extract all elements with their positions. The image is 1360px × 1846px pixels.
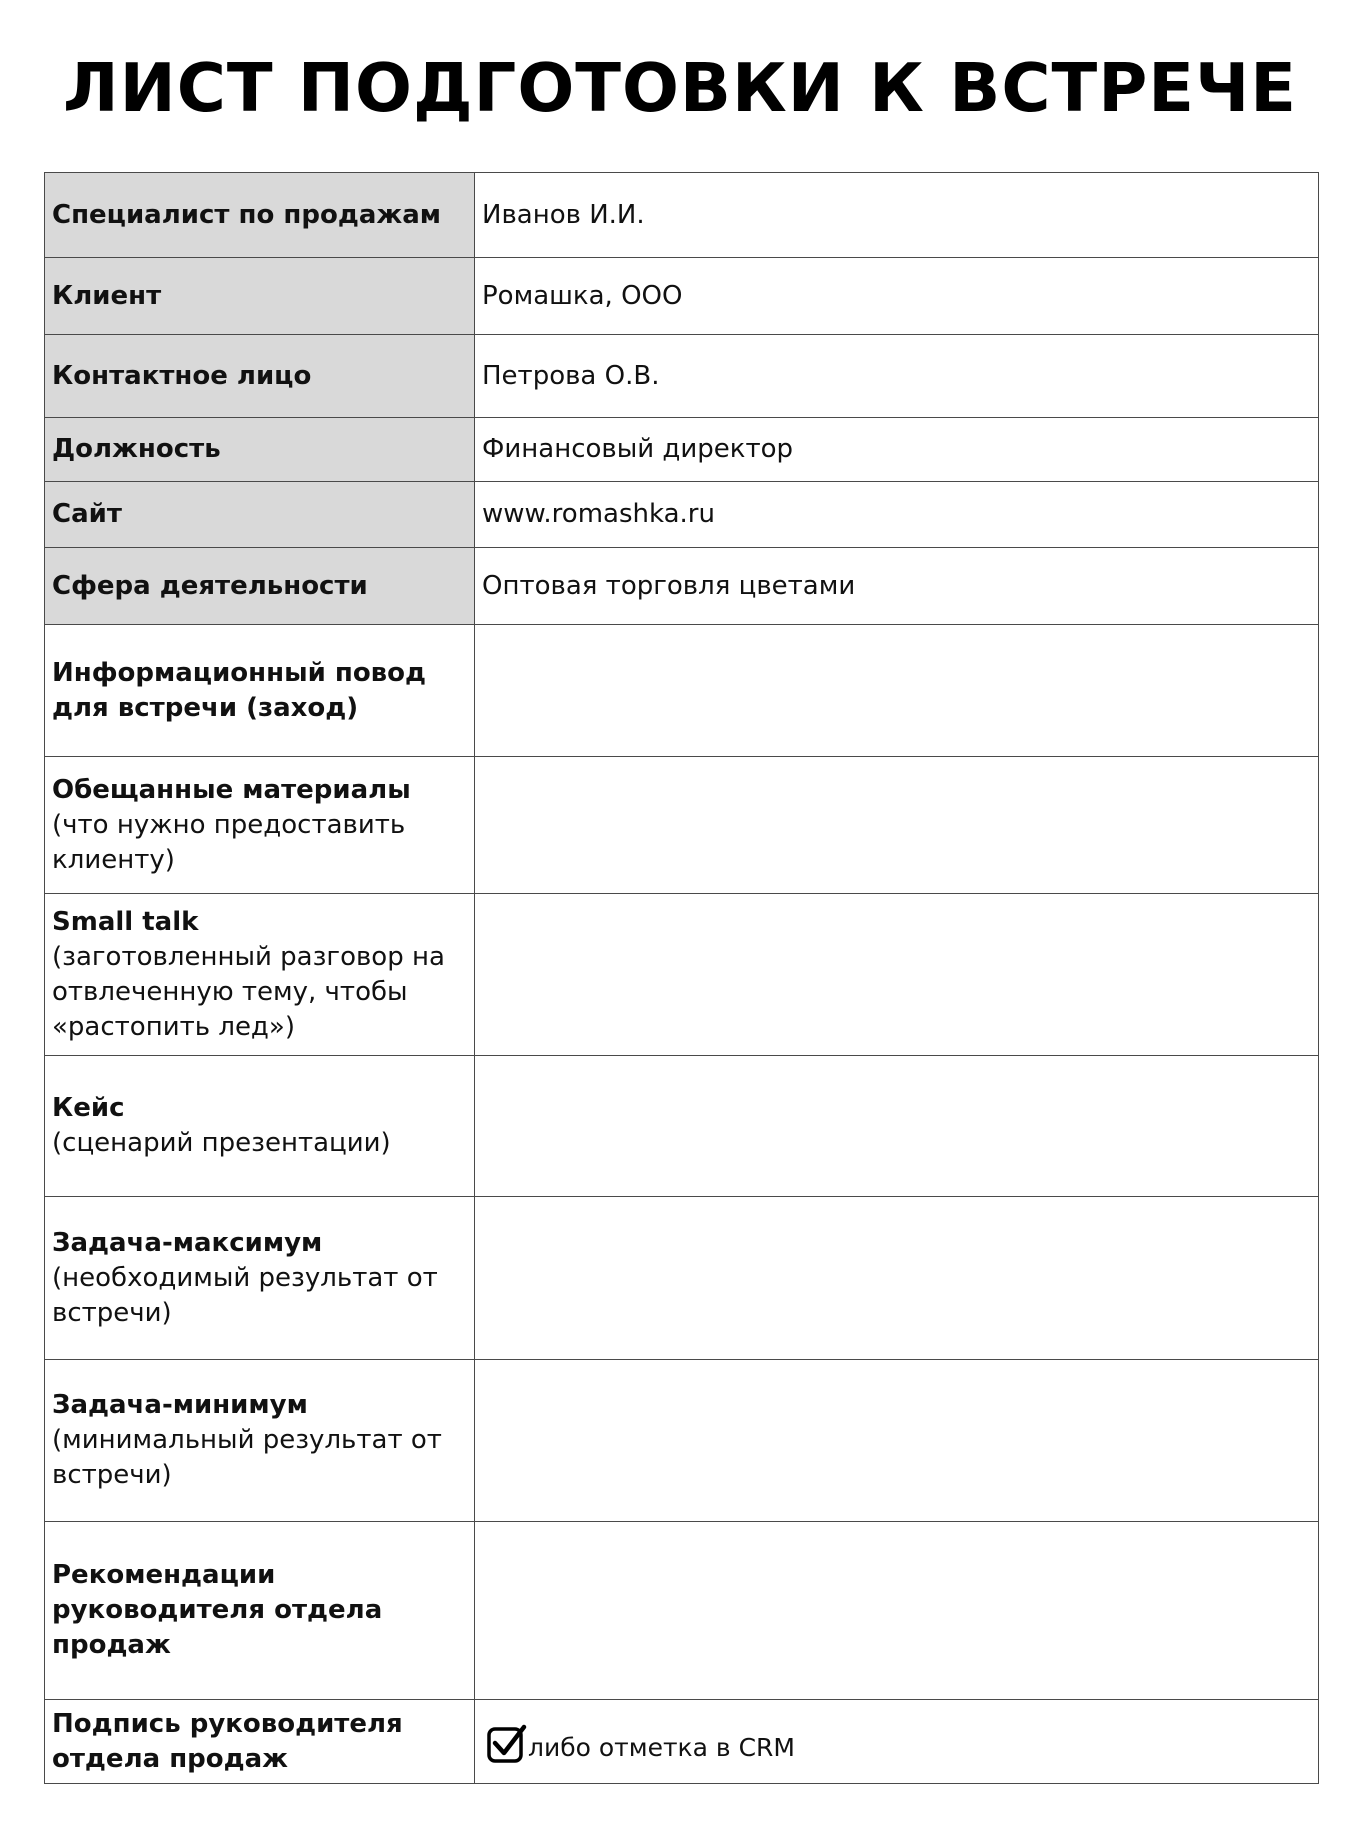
table-row — [45, 548, 1319, 625]
row-label-website: Сайт — [45, 482, 475, 548]
row-value-goal-minimum[interactable] — [475, 1360, 1319, 1522]
row-value-promised-materials[interactable] — [475, 757, 1319, 894]
table-row — [45, 1522, 1319, 1700]
table-row — [45, 258, 1319, 335]
checkbox-checked-icon[interactable] — [486, 1723, 528, 1765]
row-label-meeting-reason: Информационный повод для встречи (заход) — [45, 625, 475, 757]
row-value-small-talk[interactable] — [475, 894, 1319, 1056]
row-label-contact-person: Контактное лицо — [45, 335, 475, 418]
row-value-position[interactable]: Финансовый директор — [475, 418, 1319, 482]
table-row — [45, 418, 1319, 482]
table-row — [45, 757, 1319, 894]
row-label-position: Должность — [45, 418, 475, 482]
page-title: ЛИСТ ПОДГОТОВКИ К ВСТРЕЧЕ — [63, 49, 1297, 127]
row-value-manager-recommendations[interactable] — [475, 1522, 1319, 1700]
row-value-meeting-reason[interactable] — [475, 625, 1319, 757]
row-label-small-talk: Small talk (заготовленный разговор на отвлеченную тему, чтобы «растопить лед») — [45, 894, 475, 1056]
row-label-business-area: Сфера деятельности — [45, 548, 475, 625]
row-value-case[interactable] — [475, 1056, 1319, 1197]
table-row — [45, 894, 1319, 1056]
row-label-promised-materials: Обещанные материалы (что нужно предоставить клиенту) — [45, 757, 475, 894]
signature-field — [482, 1719, 1311, 1765]
row-label-manager-recommendations: Рекомендации руководителя отдела продаж — [45, 1522, 475, 1700]
row-value-contact-person[interactable]: Петрова О.В. — [475, 335, 1319, 418]
row-value-manager-signature[interactable] — [475, 1700, 1319, 1784]
table-row — [45, 335, 1319, 418]
table-row — [45, 1700, 1319, 1784]
row-label-sales-specialist: Специалист по продажам — [45, 173, 475, 258]
table-row — [45, 1197, 1319, 1360]
table-row — [45, 1056, 1319, 1197]
row-label-goal-minimum: Задача-минимум (минимальный результат от встречи) — [45, 1360, 475, 1522]
row-value-client[interactable]: Ромашка, ООО — [475, 258, 1319, 335]
table-row — [45, 173, 1319, 258]
row-label-goal-maximum: Задача-максимум (необходимый результат от встречи) — [45, 1197, 475, 1360]
row-label-client: Клиент — [45, 258, 475, 335]
table-row — [45, 1360, 1319, 1522]
crm-mark-note: либо отметка в CRM — [528, 1732, 795, 1762]
table-row — [45, 482, 1319, 548]
row-label-manager-signature: Подпись руководителя отдела продаж — [45, 1700, 475, 1784]
row-value-sales-specialist[interactable]: Иванов И.И. — [475, 173, 1319, 258]
row-value-business-area[interactable]: Оптовая торговля цветами — [475, 548, 1319, 625]
row-value-goal-maximum[interactable] — [475, 1197, 1319, 1360]
row-label-case: Кейс (сценарий презентации) — [45, 1056, 475, 1197]
meeting-prep-table — [44, 172, 1319, 1784]
row-value-website[interactable]: www.romashka.ru — [475, 482, 1319, 548]
table-row — [45, 625, 1319, 757]
